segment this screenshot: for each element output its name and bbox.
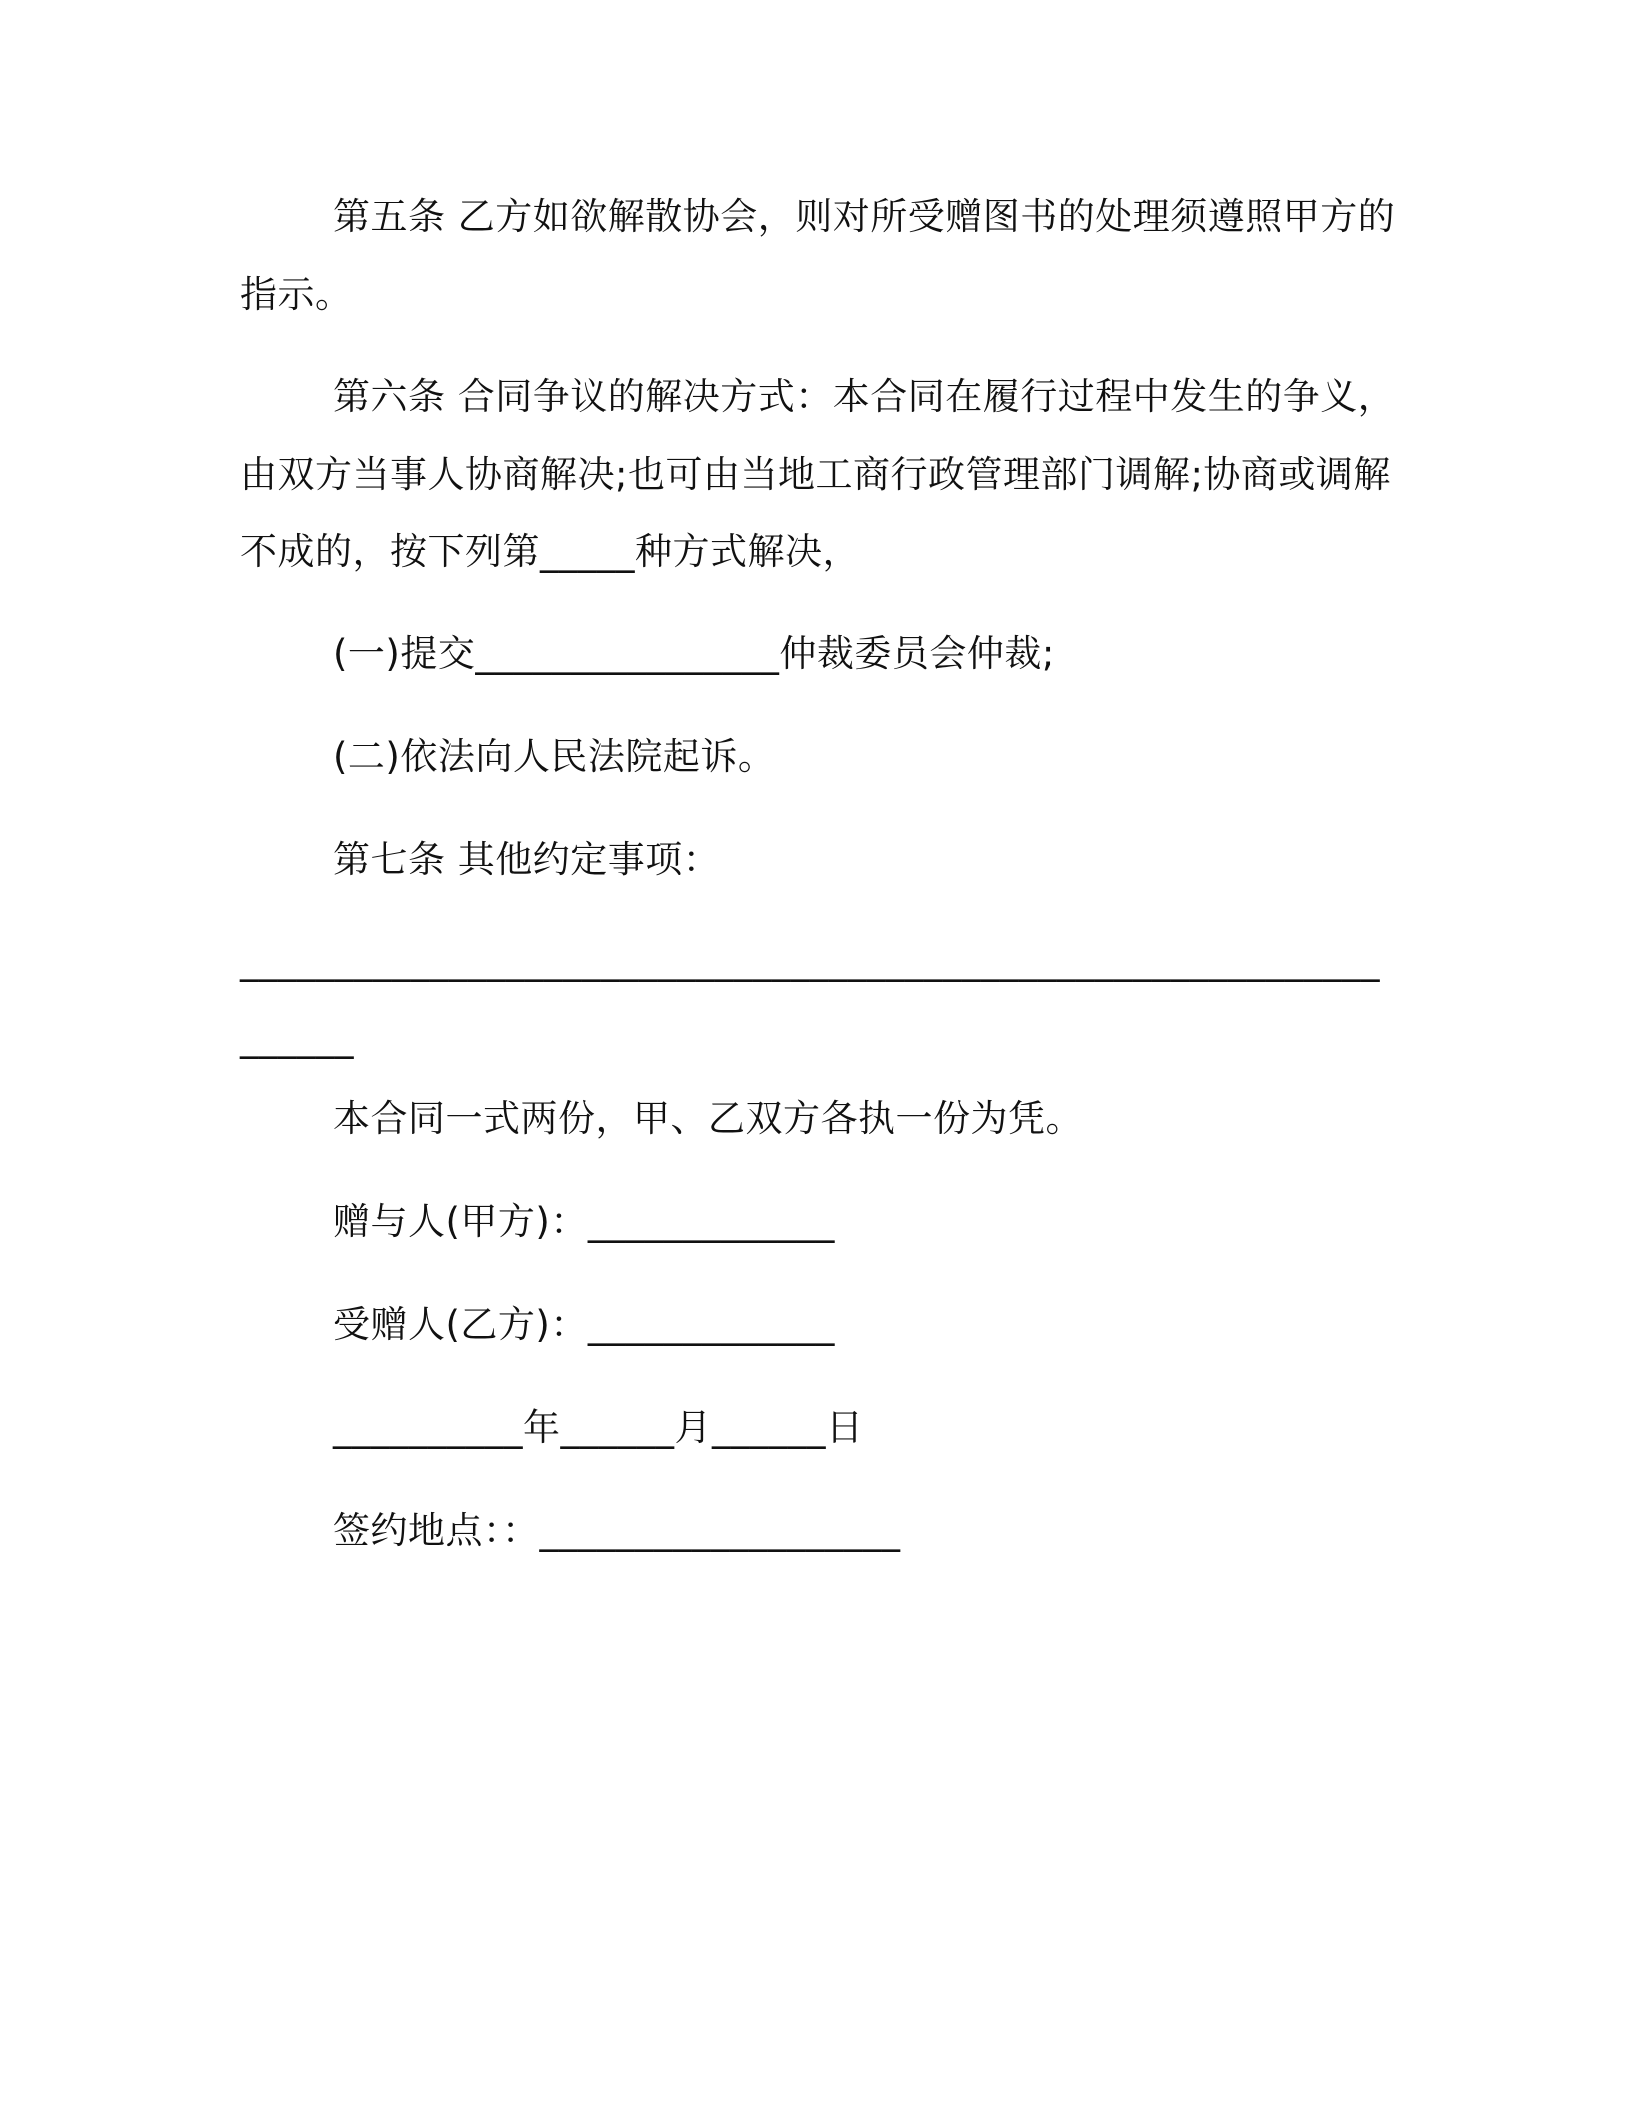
donor-signature: 赠与人(甲方)：_____________ [333,1200,835,1243]
article-7-title: 第七条 其他约定事项： [333,838,721,881]
copies-statement: 本合同一式两份，甲、乙双方各执一份为凭。 [333,1097,1083,1140]
article-6-line-1: 第六条 合同争议的解决方式：本合同在履行过程中发生的争义， [333,375,1396,418]
sign-date: __________年______月______日 [333,1406,864,1449]
article-6-line-2: 由双方当事人协商解决;也可由当地工商行政管理部门调解;协商或调解 [240,453,1391,496]
option-lawsuit: (二)依法向人民法院起诉。 [333,735,776,778]
article-5-line-2: 指示。 [240,273,353,316]
blank-line-2: ______ [240,1016,354,1059]
article-5-line-1: 第五条 乙方如欲解散协会，则对所受赠图书的处理须遵照甲方的 [333,195,1396,238]
option-arbitration: (一)提交________________仲裁委员会仲裁; [333,632,1055,675]
blank-line-1: ____________________________________________________________ [240,939,1380,982]
sign-place: 签约地点：：___________________ [333,1509,901,1552]
article-6-line-3: 不成的，按下列第_____种方式解决， [240,530,860,573]
donee-signature: 受赠人(乙方)：_____________ [333,1303,835,1346]
